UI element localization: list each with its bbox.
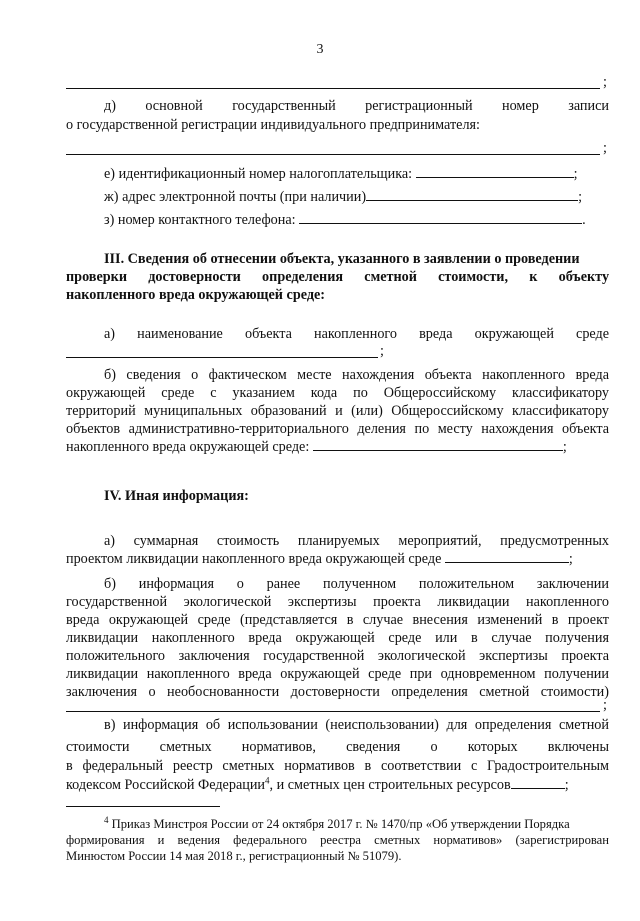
section-3-heading-line3: накопленного вреда окружающей среде: — [66, 287, 326, 303]
item-e: е) идентификационный номер налогоплательщика: ; — [104, 166, 578, 182]
footnote-mark: 4 — [104, 814, 109, 825]
page-number: 3 — [316, 42, 324, 57]
s4-item-b-line5: положительного заключения государственной экологической экспертизы проекта — [66, 648, 609, 664]
s4-item-a-line1: а) суммарная стоимость планируемых мероприятий, предусмотренных — [104, 533, 609, 549]
item-z: з) номер контактного телефона: . — [104, 212, 586, 228]
s4-item-v-line3: в федеральный реестр сметных нормативов в соответствии с Градостроительным — [66, 758, 609, 774]
blank-field — [511, 776, 565, 789]
semicolon: ; — [603, 74, 607, 90]
s4-item-a-line2: проектом ликвидации накопленного вреда окружающей среде ; — [66, 551, 573, 567]
section-4-heading: IV. Иная информация: — [104, 488, 249, 504]
s4-item-b-line1: б) информация о ранее полученном положительном заключении — [104, 576, 609, 592]
blank-field — [416, 165, 574, 178]
s3-item-b-line5: накопленного вреда окружающей среде: ; — [66, 439, 567, 455]
blank-field — [366, 188, 578, 201]
semicolon: ; — [380, 343, 384, 359]
item-d-line1: д) основной государственный регистрационный номер записи — [104, 98, 610, 114]
blank-field — [313, 438, 563, 451]
blank-line-d — [66, 154, 600, 155]
s4-item-b-line2: государственной экологической экспертизы проекта ликвидации накопленного — [66, 594, 609, 610]
s3-item-a: а) наименование объекта накопленного вреда окружающей среде — [104, 326, 610, 342]
footnote-line1: $^4$ Приказ Минстроя России от 24 октября 2017 г. № 1470/пр «Об утверждении Порядка — [104, 814, 570, 831]
blank-line-s3a — [66, 357, 378, 358]
s4-item-v-line4: кодексом Российской Федерации$^4$, и сметных цен строительных ресурсов ; — [66, 775, 569, 793]
blank-line-s4b — [66, 711, 600, 712]
footnote-line2: формирования и ведения федерального реестра сметных нормативов» (зарегистрирован — [66, 833, 609, 847]
semicolon: ; — [603, 697, 607, 713]
s4-item-b-line7: заключения о необоснованности достоверности определения сметной стоимости) — [66, 684, 609, 700]
semicolon: ; — [603, 140, 607, 156]
s3-item-b-line1: б) сведения о фактическом месте нахождения объекта накопленного вреда — [104, 367, 609, 383]
footnote-line3: Минюстом России 14 мая 2018 г., регистрационный № 51079). — [66, 849, 402, 863]
s4-item-b-line6: ликвидации накопленного вреда окружающей среде при одновременном получении — [66, 666, 609, 682]
s3-item-b-line4: объектов административно-территориального деления по месту нахождения объекта — [66, 421, 609, 437]
footnote-separator — [66, 806, 220, 807]
s3-item-b-line3: территорий муниципальных образований и (или) Общероссийскому классификатору — [66, 403, 609, 419]
item-zh: ж) адрес электронной почты (при наличии) ; — [104, 189, 583, 205]
s4-item-v-line2: стоимости сметных нормативов, сведения о которых включены — [66, 739, 610, 755]
blank-field — [445, 550, 569, 563]
s4-item-v-line1: в) информация об использовании (неиспользовании) для определения сметной — [104, 717, 609, 733]
item-d-line2: о государственной регистрации индивидуального предпринимателя: — [66, 117, 480, 133]
s4-item-b-line3: вреда окружающей среде (представляется в случае внесения изменений в проект — [66, 612, 609, 628]
blank-line-top — [66, 88, 600, 89]
s4-item-b-line4: ликвидации накопленного вреда окружающей среде или в случае получения — [66, 630, 609, 646]
section-3-heading-line1: III. Сведения об отнесении объекта, указанного в заявлении о проведении — [104, 251, 580, 267]
s3-item-b-line2: окружающей среде с указанием кода по Общероссийскому классификатору — [66, 385, 609, 401]
footnote-ref: 4 — [265, 775, 270, 786]
blank-field — [299, 211, 582, 224]
section-3-heading-line2: проверки достоверности определения сметной стоимости, к объекту — [66, 269, 610, 285]
